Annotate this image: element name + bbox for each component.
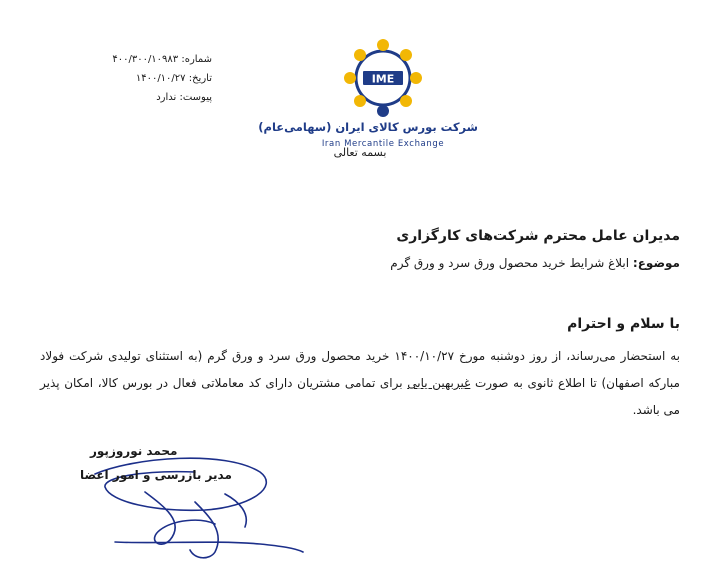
logo-text: IME	[371, 72, 395, 86]
bismillah-heading: بسمه تعالی	[333, 146, 387, 159]
subject-line	[390, 256, 680, 270]
greeting: با سلام و احترام	[567, 316, 680, 332]
letter-body	[40, 343, 680, 424]
letter-number: شماره: ۴۰۰/۳۰۰/۱۰۹۸۳	[112, 54, 212, 65]
company-name-en: Iran Mercantile Exchange	[321, 139, 445, 149]
company-letterhead	[258, 38, 478, 158]
letter-date: تاریخ: ۱۴۰۰/۱۰/۲۷	[135, 73, 212, 84]
company-name-fa: شرکت بورس کالای ایران (سهامی‌عام)	[258, 120, 478, 134]
letter-meta	[62, 50, 212, 107]
recipient-line: مدیران عامل محترم شرکت‌های کارگزاری	[396, 228, 680, 244]
body-part-2: برای تمامی مشتریان دارای کد معاملاتی فعال در بورس کالا، امکان پذیر می باشد.	[40, 376, 680, 417]
ime-logo-icon	[328, 38, 438, 120]
body-part-1: به استحضار می‌رساند، از روز دوشنبه مورخ ۱۴۰۰/۱۰/۲۷ خرید محصول ورق سرد و ورق گرم (به استثنای تولیدی شرکت فولاد مبارکه اصفهان) تا اطلاع ثانوی به صورت	[40, 349, 681, 390]
subject-text: ابلاغ شرایط خرید محصول ورق سرد و ورق گرم	[390, 256, 630, 270]
body-underlined-term: غیربهین یابی	[407, 376, 471, 390]
subject-label: موضوع:	[632, 256, 680, 270]
signer-title: مدیر بازرسی و امور اعضا	[80, 468, 232, 482]
signer-name: محمد نوروزپور	[90, 444, 178, 458]
letter-attachment: پیوست: ندارد	[156, 92, 212, 103]
